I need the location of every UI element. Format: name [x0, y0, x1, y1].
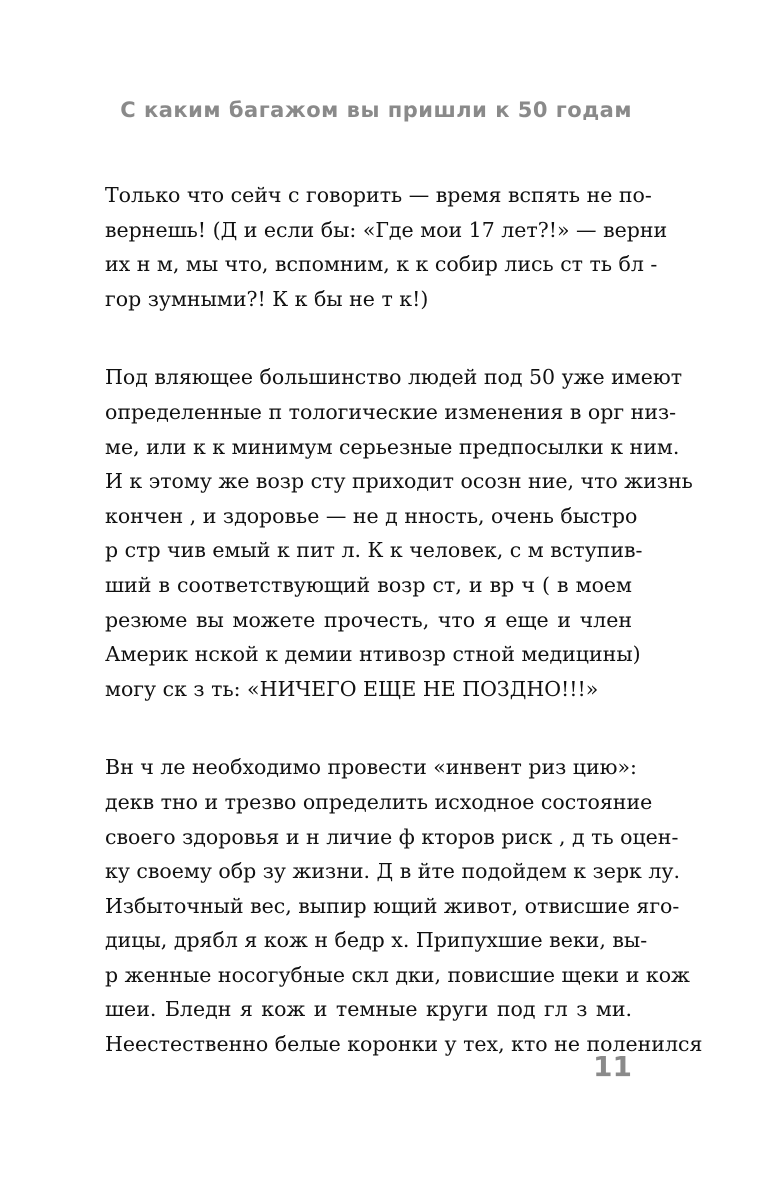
text-line: Неестественно белые коронки у тех, кто не поленился [105, 1032, 703, 1057]
text-line: вернешь! (Д и если бы: «Где мои 17 лет?!» — верни [105, 217, 668, 242]
text-line: гор зумными?! К к бы не т к!) [105, 286, 429, 311]
text-line: ший в соответствующий возр ст, и вр ч ( в моем [105, 572, 632, 597]
body-text [105, 178, 703, 1106]
text-line: их н м, мы что, вспомним, к к собир лись ст ть бл - [105, 252, 658, 277]
text-line: резюме вы можете прочесть, что я еще и член [105, 607, 632, 632]
text-line: могу ск з ть: «НИЧЕГО ЕЩЕ НЕ ПОЗДНО!!!» [105, 676, 599, 701]
text-line: Америк нской к демии нтивозр стной медицины) [105, 642, 641, 667]
text-line: Вн ч ле необходимо провести «инвент риз цию»: [105, 755, 637, 780]
text-line: Под вляющее большинство людей под 50 уже имеют [105, 365, 683, 390]
paragraph-1 [105, 178, 668, 316]
paragraph-2 [105, 360, 693, 706]
text-line: шеи. Бледн я кож и темные круги под гл з ми. [105, 997, 632, 1022]
text-line: декв тно и трезво определить исходное состояние [105, 789, 653, 814]
page-number: 11 [593, 1050, 632, 1083]
text-line: Только что сейч с говорить — время вспять не по- [105, 183, 652, 207]
text-line: р стр чив емый к пит л. К к человек, с м вступив- [105, 538, 643, 563]
text-line: определенные п тологические изменения в орг низ- [105, 399, 677, 424]
text-line: дицы, дрябл я кож н бедр х. Припухшие веки, вы- [105, 928, 648, 953]
text-line: И к этому же возр сту приходит осозн ние, что жизнь [105, 469, 693, 494]
text-line: ме, или к к минимум серьезные предпосылки к ним. [105, 434, 680, 459]
paragraph-3 [105, 750, 703, 1061]
text-line: кончен , и здоровье — не д нность, очень быстро [105, 503, 638, 528]
text-line: Избыточный вес, выпир ющий живот, отвисшие яго- [105, 893, 680, 918]
text-line: р женные носогубные скл дки, повисшие щеки и кож [105, 962, 690, 987]
text-line: своего здоровья и н личие ф кторов риск , д ть оцен- [105, 824, 679, 849]
running-head: С каким багажом вы пришли к 50 годам [120, 98, 632, 122]
text-line: ку своему обр зу жизни. Д в йте подойдем к зерк лу. [105, 859, 680, 884]
